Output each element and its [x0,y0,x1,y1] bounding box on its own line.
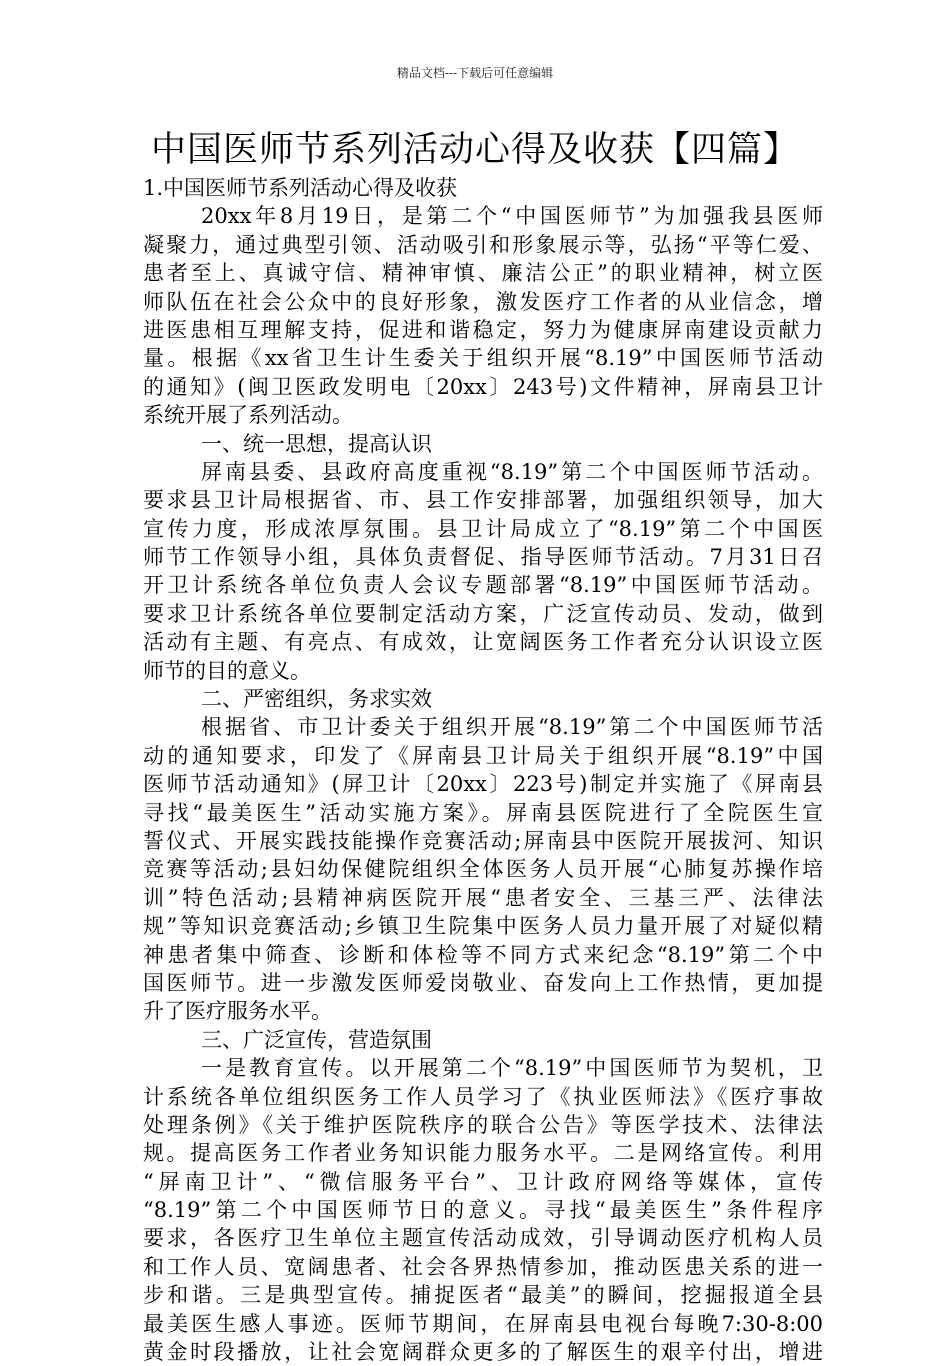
text-line: “8.19”第二个中国医师节日的意义。寻找“最美医生”条件程序 [143,1198,823,1223]
text-line: 凝聚力，通过典型引领、活动吸引和形象展示等，弘扬“平等仁爱、 [143,232,823,257]
body-text [143,174,823,1366]
text-line: 和工作人员、宽阔患者、社会各界热情参加，推动医患关系的进一 [143,1254,823,1279]
text-line: 根据省、市卫计委关于组织开展“8.19”第二个中国医师节活 [201,715,823,740]
text-line: 神患者集中筛查、诊断和体检等不同方式来纪念“8.19”第二个中 [143,942,823,967]
text-line: 处理条例》《关于维护医院秩序的联合公告》等医学技术、法律法 [143,1112,823,1137]
text-line: 一是教育宣传。以开展第二个“8.19”中国医师节为契机，卫 [201,1056,823,1081]
text-line: 患者至上、真诚守信、精神审慎、廉洁公正”的职业精神，树立医 [143,261,823,286]
text-line: 宣传力度，形成浓厚氛围。县卫计局成立了“8.19”第二个中国医 [143,516,823,541]
text-line: 系统开展了系列活动。 [143,403,353,428]
header-note: 精品文档---下载后可任意编辑 [396,66,554,80]
text-line: 医师节活动通知》(屏卫计〔20xx〕223号)制定并实施了《屏南县 [143,772,823,797]
text-line: 1.中国医师节系列活动心得及收获 [143,176,458,200]
text-line: 开卫计系统各单位负责人会议专题部署“8.19”中国医师节活动。 [143,573,823,598]
text-line: 要求县卫计局根据省、市、县工作安排部署，加强组织领导，加大 [143,488,823,513]
text-line: 师节工作领导小组，具体负责督促、指导医师节活动。7月31日召 [143,545,823,570]
text-line: 活动有主题、有亮点、有成效，让宽阔医务工作者充分认识设立医 [143,630,823,655]
document-title: 中国医师节系列活动心得及收获【四篇】 [150,130,799,170]
text-line: 寻找“最美医生”活动实施方案》。屏南县医院进行了全院医生宣 [143,800,823,825]
text-line: “屏南卫计”、“微信服务平台”、卫计政府网络等媒体，宣传 [143,1169,823,1194]
text-line: 升了医疗服务水平。 [143,999,332,1024]
text-line: 要求卫计系统各单位要制定活动方案，广泛宣传动员、发动，做到 [143,601,823,626]
text-line: 黄金时段播放，让社会宽阔群众更多的了解医生的艰辛付出，增进 [143,1340,823,1365]
text-line: 步和谐。三是典型宣传。捕捉医者“最美”的瞬间，挖掘报道全县 [143,1283,823,1308]
text-line: 竞赛等活动;县妇幼保健院组织全体医务人员开展“心肺复苏操作培 [143,857,823,882]
text-line: 三、广泛宣传，营造氛围 [201,1027,432,1052]
text-line: 量。根据《xx省卫生计生委关于组织开展“8.19”中国医师节活动 [143,346,823,371]
text-line: 国医师节。进一步激发医师爱岗敬业、奋发向上工作热情，更加提 [143,970,823,995]
text-line: 要求，各医疗卫生单位主题宣传活动成效，引导调动医疗机构人员 [143,1226,823,1251]
text-line: 规。提高医务工作者业务知识能力服务水平。二是网络宣传。利用 [143,1141,823,1166]
text-line: 计系统各单位组织医务工作人员学习了《执业医师法》《医疗事故 [143,1084,823,1109]
text-line: 二、严密组织，务求实效 [201,687,432,712]
text-line: 进医患相互理解支持，促进和谐稳定，努力为健康屏南建设贡献力 [143,317,823,342]
text-line: 动的通知要求，印发了《屏南县卫计局关于组织开展“8.19”中国 [143,743,823,768]
text-line: 规”等知识竞赛活动;乡镇卫生院集中医务人员力量开展了对疑似精 [143,914,823,939]
text-line: 训”特色活动;县精神病医院开展“患者安全、三基三严、法律法 [143,885,823,910]
text-line: 屏南县委、县政府高度重视“8.19”第二个中国医师节活动。 [201,459,823,484]
text-line: 师节的目的意义。 [143,658,311,683]
text-line: 一、统一思想，提高认识 [201,431,432,456]
text-line: 最美医生感人事迹。医师节期间，在屏南县电视台每晚7:30-8:00 [143,1311,823,1336]
text-line: 20xx年8月19日，是第二个“中国医师节”为加强我县医师 [201,204,823,229]
text-line: 的通知》(闽卫医政发明电〔20xx〕243号)文件精神，屏南县卫计 [143,374,823,399]
text-line: 誓仪式、开展实践技能操作竞赛活动;屏南县中医院开展拔河、知识 [143,828,823,853]
text-line: 师队伍在社会公众中的良好形象，激发医疗工作者的从业信念，增 [143,289,823,314]
